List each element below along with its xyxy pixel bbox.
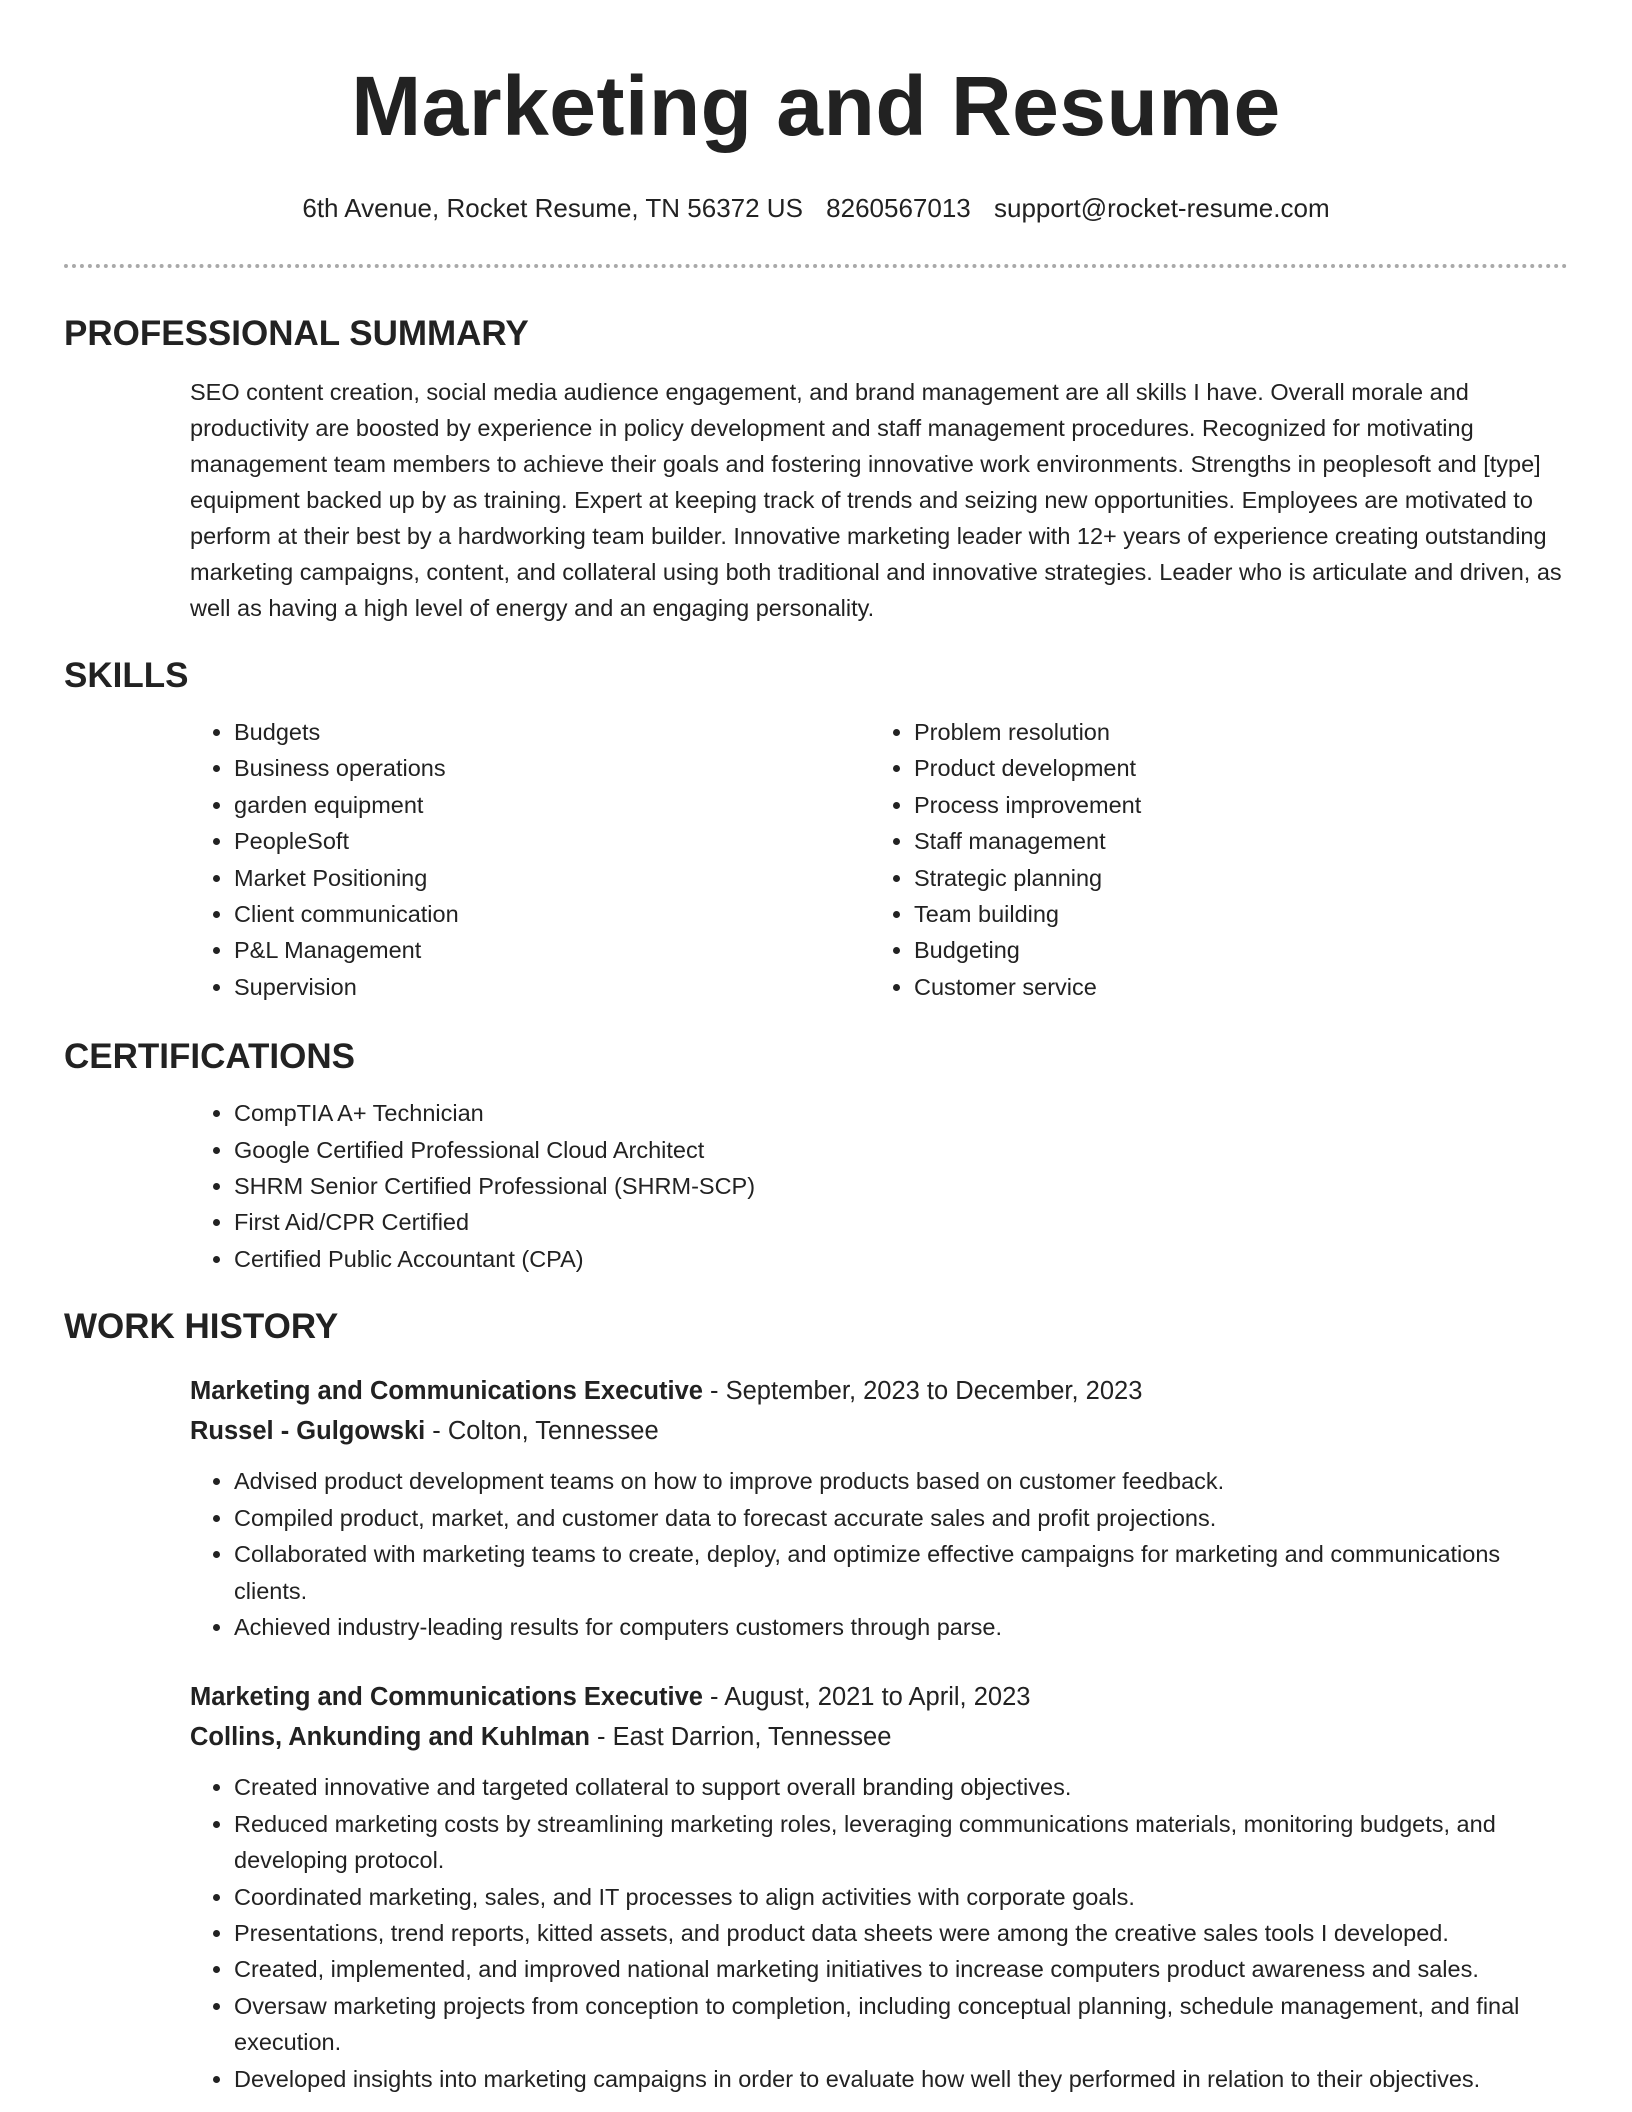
skills-grid xyxy=(64,714,1568,1005)
certifications-list xyxy=(190,1095,1568,1277)
certification-item: • First Aid/CPR Certified xyxy=(234,1204,1568,1240)
job-bullet: • Oversaw marketing projects from conception to completion, including conceptual planning, schedule management, and final execution. xyxy=(234,1988,1568,2061)
certification-item: • CompTIA A+ Technician xyxy=(234,1095,1568,1131)
skills-list-right xyxy=(870,714,1550,1005)
job-bullet: • Collaborated with marketing teams to create, deploy, and optimize effective campaigns for marketing and communications clients. xyxy=(234,1536,1568,1609)
skill-item: • Budgets xyxy=(234,714,870,750)
job-dates: - August, 2021 to April, 2023 xyxy=(702,1683,1031,1712)
job-bullet: • Created innovative and targeted collateral to support overall branding objectives. xyxy=(234,1769,1568,1805)
certification-item: • Certified Public Accountant (CPA) xyxy=(234,1241,1568,1277)
job-location: - Colton, Tennessee xyxy=(425,1417,659,1446)
section-heading-certifications: CERTIFICATIONS xyxy=(64,1037,356,1077)
certifications-section xyxy=(64,1037,1568,1277)
job-bullets xyxy=(190,1463,1568,1645)
skill-item: • garden equipment xyxy=(234,787,870,823)
skill-item: • Product development xyxy=(914,750,1550,786)
job-bullet: • Developed insights into marketing campaigns in order to evaluate how well they performed in relation to their objectives. xyxy=(234,2061,1568,2097)
job-company: Russel - Gulgowski xyxy=(190,1417,426,1446)
job-bullet: • Coordinated marketing, sales, and IT processes to align activities with corporate goals. xyxy=(234,1879,1568,1915)
skill-item: • Problem resolution xyxy=(914,714,1550,750)
contact-email: support@rocket-resume.com xyxy=(994,193,1330,223)
contact-line xyxy=(64,192,1568,224)
section-heading-work-history: WORK HISTORY xyxy=(64,1307,339,1347)
job-title: Marketing and Communications Executive xyxy=(190,1377,703,1406)
job-bullet: • Compiled product, market, and customer data to forecast accurate sales and profit projections. xyxy=(234,1500,1568,1536)
skill-item: • Supervision xyxy=(234,969,870,1005)
job-bullet: • Presentations, trend reports, kitted assets, and product data sheets were among the creative sales tools I developed. xyxy=(234,1915,1568,1951)
skill-item: • Strategic planning xyxy=(914,860,1550,896)
skill-item: • Market Positioning xyxy=(234,860,870,896)
job-title-line xyxy=(190,1677,1568,1717)
skill-item: • Client communication xyxy=(234,896,870,932)
job-location: - East Darrion, Tennessee xyxy=(589,1723,892,1752)
job-dates: - September, 2023 to December, 2023 xyxy=(702,1377,1143,1406)
skill-item: • Staff management xyxy=(914,823,1550,859)
skill-item: • PeopleSoft xyxy=(234,823,870,859)
job-entry xyxy=(64,1371,1568,1645)
contact-address: 6th Avenue, Rocket Resume, TN 56372 US xyxy=(302,193,803,223)
job-bullet: • Advised product development teams on how to improve products based on customer feedback. xyxy=(234,1463,1568,1499)
job-bullet: • Created, implemented, and improved national marketing initiatives to increase computers product awareness and sales. xyxy=(234,1951,1568,1987)
work-history-section xyxy=(64,1307,1568,2097)
job-bullet: • Achieved industry-leading results for computers customers through parse. xyxy=(234,1609,1568,1645)
skill-item: • Business operations xyxy=(234,750,870,786)
certifications-wrap xyxy=(64,1095,1568,1277)
skill-item: • P&L Management xyxy=(234,932,870,968)
skill-item: • Process improvement xyxy=(914,787,1550,823)
professional-summary-section xyxy=(64,314,1568,626)
job-company: Collins, Ankunding and Kuhlman xyxy=(190,1723,590,1752)
job-title-line xyxy=(190,1371,1568,1411)
job-company-line xyxy=(190,1411,1568,1451)
section-heading-skills: SKILLS xyxy=(64,656,189,695)
skill-item: • Team building xyxy=(914,896,1550,932)
job-bullets-wrap xyxy=(190,1769,1568,2097)
certification-item: • Google Certified Professional Cloud Architect xyxy=(234,1132,1568,1168)
certification-item: • SHRM Senior Certified Professional (SHRM-SCP) xyxy=(234,1168,1568,1204)
skills-column-right xyxy=(870,714,1550,1005)
skills-section xyxy=(64,656,1568,1005)
job-entry xyxy=(64,1677,1568,2097)
job-bullets-wrap xyxy=(190,1463,1568,1645)
skills-column-left xyxy=(190,714,870,1005)
job-bullet: • Reduced marketing costs by streamlining marketing roles, leveraging communications materials, monitoring budgets, and developing protocol. xyxy=(234,1806,1568,1879)
job-company-line xyxy=(190,1717,1568,1757)
job-bullets xyxy=(190,1769,1568,2097)
contact-phone: 8260567013 xyxy=(826,193,971,223)
resume-title: Marketing and Resume xyxy=(351,59,1281,153)
header-divider xyxy=(64,264,1568,268)
summary-text: SEO content creation, social media audience engagement, and brand management are all skills I have. Overall morale and productivity are boosted by experience in policy development and staff management procedures. Recognized for motivating management team members to achieve their goals and fostering innovative work environments. Strengths in peoplesoft and [type] equipment backed up by as training. Expert at keeping track of trends and seizing new opportunities. Employees are motivated to perform at their best by a hardworking team builder. Innovative marketing leader with 12+ years of experience creating outstanding marketing campaigns, content, and collateral using both traditional and innovative strategies. Leader who is articulate and driven, as well as having a high level of energy and an engaging personality. xyxy=(190,379,1562,621)
skill-item: • Customer service xyxy=(914,969,1550,1005)
skill-item: • Budgeting xyxy=(914,932,1550,968)
job-title: Marketing and Communications Executive xyxy=(190,1683,703,1712)
skills-list-left xyxy=(190,714,870,1005)
section-heading-summary: PROFESSIONAL SUMMARY xyxy=(64,314,529,353)
